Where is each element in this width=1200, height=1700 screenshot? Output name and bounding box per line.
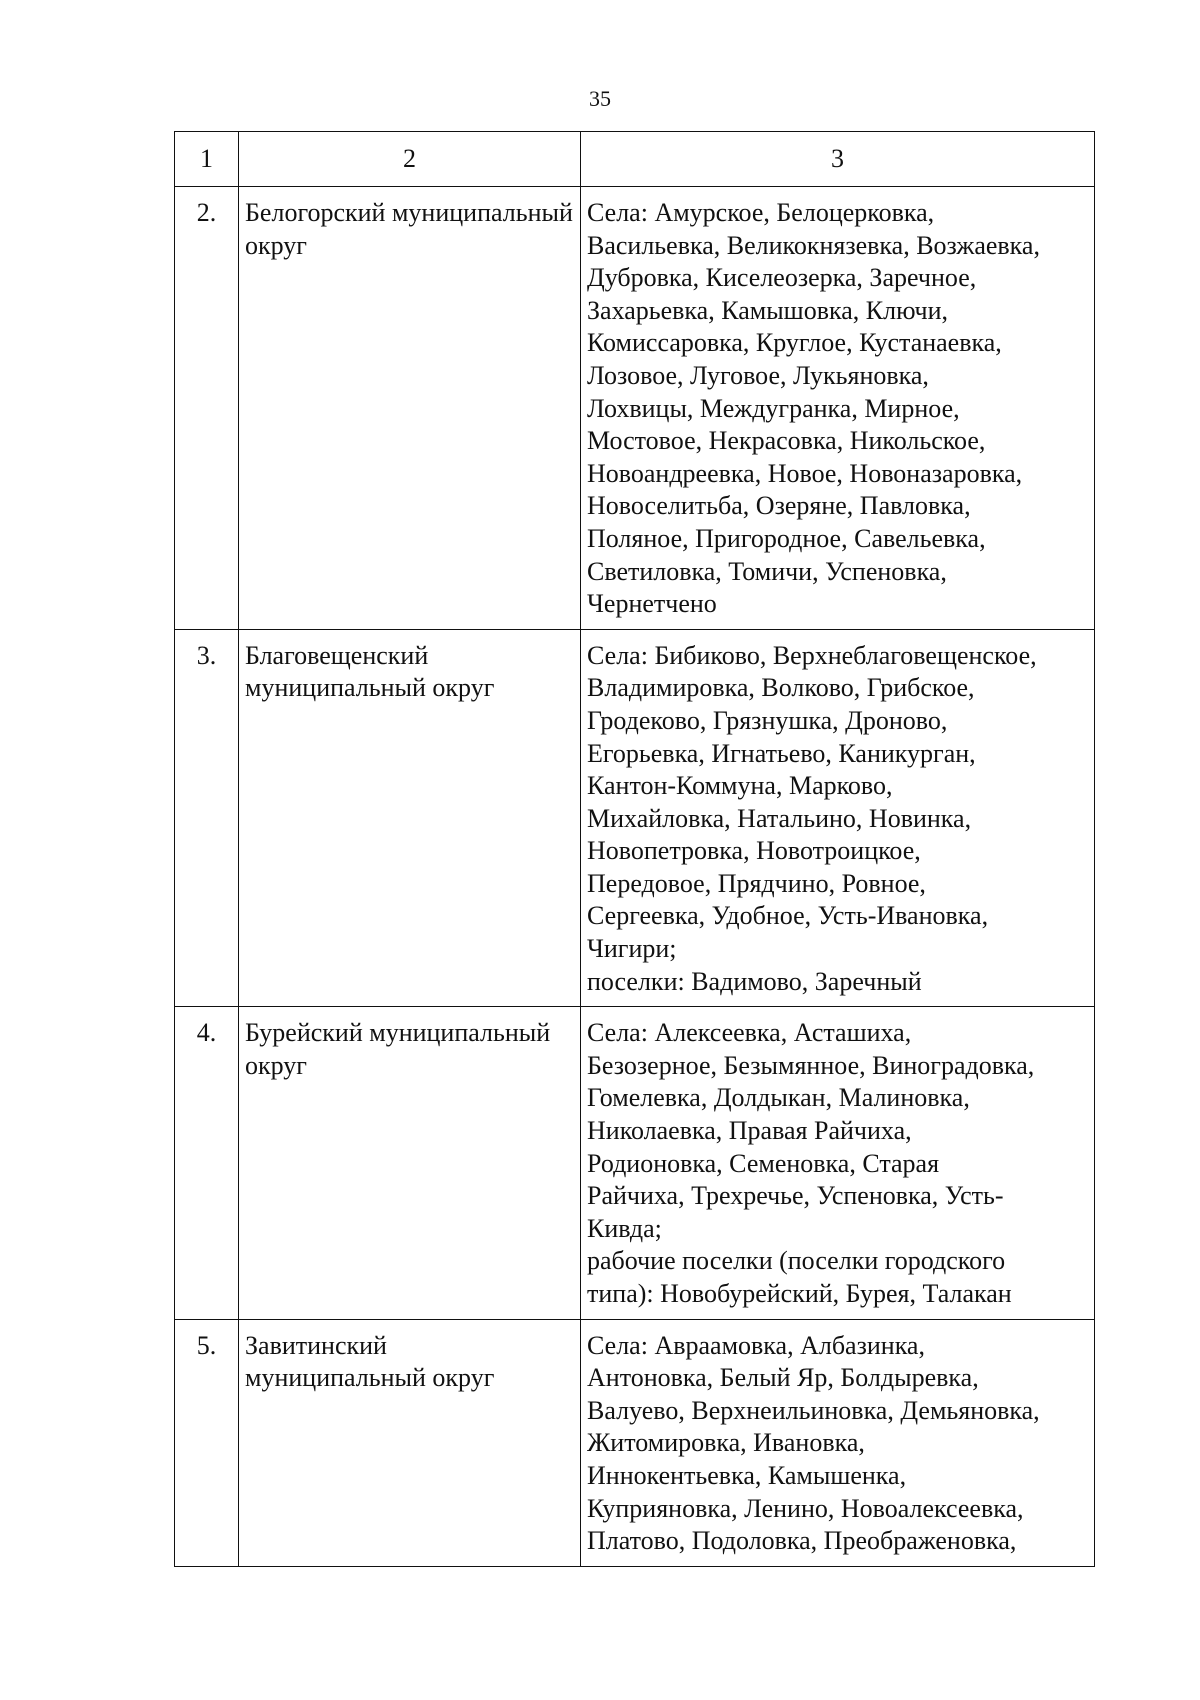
header-col-1: 1: [175, 132, 239, 187]
settlements-line: Лозовое, Луговое, Лукьяновка,: [587, 360, 929, 390]
settlements-line: Передовое, Прядчино, Ровное,: [587, 868, 926, 898]
settlements-line: Села: Алексеевка, Асташиха,: [587, 1018, 912, 1048]
settlements-line: типа): Новобурейский, Бурея, Талакан: [587, 1279, 1012, 1308]
page-number: 35: [589, 86, 611, 111]
row-number: 5.: [175, 1319, 239, 1566]
settlements-line: Владимировка, Волково, Грибское,: [587, 673, 975, 703]
district-name: Бурейский муниципальный округ: [239, 1007, 581, 1319]
table-row: [175, 1007, 1095, 1319]
header-col-2: 2: [239, 132, 581, 187]
settlements-line: Села: Бибиково, Верхнеблаговещенское,: [587, 640, 1037, 670]
settlements-line: Платово, Подоловка, Преображеновка,: [587, 1526, 1017, 1556]
settlements-line: поселки: Вадимово, Заречный: [587, 966, 922, 996]
settlements-line: Захарьевка, Камышовка, Ключи,: [587, 295, 948, 325]
table-row: [175, 187, 1095, 630]
district-name: Завитинский муниципальный округ: [239, 1319, 581, 1566]
municipal-districts-table: [174, 131, 1095, 1567]
settlements-line: Гродеково, Грязнушка, Дроново,: [587, 705, 948, 735]
settlements-line: Антоновка, Белый Яр, Болдыревка,: [587, 1363, 979, 1393]
settlements-list: [581, 1319, 1095, 1566]
settlements-line: Чернетчено: [587, 589, 717, 619]
table-body: [175, 187, 1095, 1567]
table-header-row: [175, 132, 1095, 187]
settlements-line: Новопетровка, Новотроицкое,: [587, 836, 921, 866]
settlements-line: Села: Авраамовка, Албазинка,: [587, 1330, 925, 1360]
table-row: [175, 1319, 1095, 1566]
settlements-line: Иннокентьевка, Камышенка,: [587, 1460, 907, 1490]
settlements-line: Егорьевка, Игнатьево, Каникурган,: [587, 738, 976, 768]
settlements-line: Сергеевка, Удобное, Усть-Ивановка,: [587, 901, 989, 931]
settlements-line: Гомелевка, Долдыкан, Малиновка,: [587, 1083, 970, 1113]
settlements-line: Кантон-Коммуна, Марково,: [587, 771, 893, 801]
settlements-list: [581, 629, 1095, 1007]
settlements-line: Житомировка, Ивановка,: [587, 1428, 865, 1458]
settlements-line: Кивда;: [587, 1213, 662, 1243]
settlements-line: рабочие поселки (поселки городского: [587, 1246, 1006, 1276]
settlements-line: Михайловка, Натальино, Новинка,: [587, 803, 972, 833]
settlements-line: Куприяновка, Ленино, Новоалексеевка,: [587, 1493, 1024, 1523]
settlements-line: Новоандреевка, Новое, Новоназаровка,: [587, 458, 1023, 488]
row-number: 4.: [175, 1007, 239, 1319]
row-number: 3.: [175, 629, 239, 1007]
settlements-line: Васильевка, Великокнязевка, Возжаевка,: [587, 230, 1040, 260]
settlements-line: Комиссаровка, Круглое, Кустанаевка,: [587, 328, 1002, 358]
settlements-line: Безозерное, Безымянное, Виноградовка,: [587, 1050, 1035, 1080]
district-name: Белогорский муниципальный округ: [239, 187, 581, 630]
settlements-list: [581, 187, 1095, 630]
table-row: [175, 629, 1095, 1007]
settlements-line: Дубровка, Киселеозерка, Заречное,: [587, 263, 977, 293]
row-number: 2.: [175, 187, 239, 630]
settlements-line: Новоселитьба, Озеряне, Павловка,: [587, 491, 971, 521]
settlements-line: Мостовое, Некрасовка, Никольское,: [587, 426, 986, 456]
settlements-list: [581, 1007, 1095, 1319]
header-col-3: 3: [581, 132, 1095, 187]
settlements-line: Райчиха, Трехречье, Успеновка, Усть-: [587, 1181, 1004, 1211]
district-name: Благовещенский муниципальный округ: [239, 629, 581, 1007]
settlements-line: Чигири;: [587, 934, 677, 964]
settlements-line: Валуево, Верхнеильиновка, Демьяновка,: [587, 1395, 1040, 1425]
settlements-line: Поляное, Пригородное, Савельевка,: [587, 523, 986, 553]
settlements-line: Лохвицы, Междугранка, Мирное,: [587, 393, 960, 423]
settlements-line: Светиловка, Томичи, Успеновка,: [587, 556, 947, 586]
settlements-line: Села: Амурское, Белоцерковка,: [587, 198, 935, 227]
settlements-line: Николаевка, Правая Райчиха,: [587, 1116, 912, 1146]
settlements-line: Родионовка, Семеновка, Старая: [587, 1148, 940, 1178]
